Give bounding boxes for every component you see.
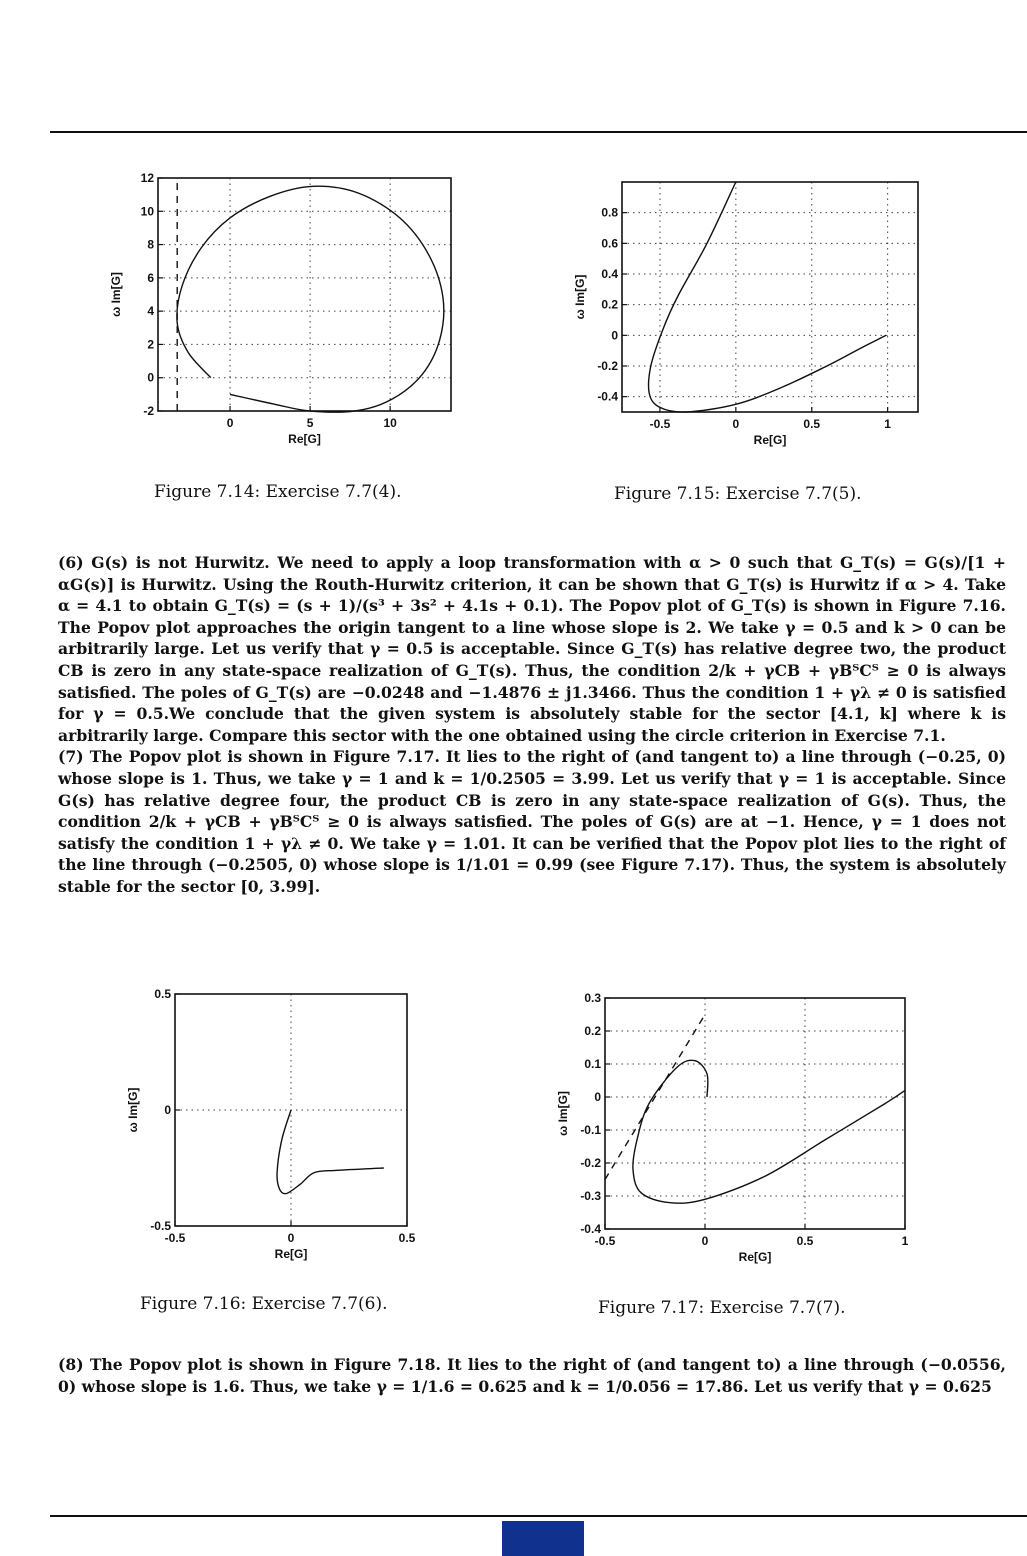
y-tick-label: 0.8 xyxy=(601,205,618,220)
y-tick-label: 0 xyxy=(594,1090,601,1104)
x-axis-label: Re[G] xyxy=(753,433,787,447)
y-tick-label: 0.3 xyxy=(584,991,601,1005)
y-tick-label: 0.6 xyxy=(601,236,618,251)
y-tick-label: 0.5 xyxy=(154,987,171,1001)
y-axis-label: ω Im[G] xyxy=(126,1087,140,1133)
figure-7-16-caption: Figure 7.16: Exercise 7.7(6). xyxy=(140,1294,388,1314)
page-number-tab xyxy=(502,1521,584,1556)
x-tick-label: 0.5 xyxy=(796,1234,814,1248)
x-tick-label: 0 xyxy=(732,417,740,431)
figure-7-17-chart xyxy=(540,990,930,1280)
y-tick-label: -2 xyxy=(143,404,154,418)
x-tick-label: 0 xyxy=(701,1234,709,1248)
header-rule xyxy=(50,131,1027,133)
paragraph-exercise-6: (6) G(s) is not Hurwitz. We need to apply a loop transformation with α > 0 such that G_T(s) = G(s)/[1 + αG(s)] is Hurwitz. Using the Routh-Hurwitz criterion, it can be shown that G_T(s) is Hurwitz if α > 4. Take α = 4.1 to obtain G_T(s) = (s + 1)/(s³ + 3s² + 4.1s + 0.1). The Popov plot of G_T(s) is shown in Figure 7.16. The Popov plot approaches the origin tangent to a line whose slope is 2. We take γ = 0.5 and k > 0 can be arbitrarily large. Let us verify that γ = 0.5 is acceptable. Since G_T(s) has relative degree two, the product CB is zero in any state-space realization of G_T(s). Thus, the condition 2/k + γCB + γBᵀCᵀ ≥ 0 is always satisfied. The poles of G_T(s) are −0.0248 and −1.4876 ± j1.3466. Thus the condition 1 + γλ ≠ 0 is satisfied for γ = 0.5.We conclude that the given system is absolutely stable for the sector [4.1, k] where k is arbitrarily large. Compare this sector with the one obtained using the circle criterion in Exercise 7.1. xyxy=(58,553,1006,745)
x-tick-label: 5 xyxy=(306,416,314,430)
y-axis-label: ω Im[G] xyxy=(556,1091,570,1136)
y-tick-label: 0 xyxy=(164,1103,171,1117)
y-tick-label: -0.2 xyxy=(597,359,618,373)
x-tick-label: -0.5 xyxy=(649,417,671,431)
y-tick-label: 0 xyxy=(611,328,618,343)
x-tick-label: 0.5 xyxy=(398,1231,416,1245)
y-tick-label: 4 xyxy=(147,304,154,319)
y-tick-label: -0.3 xyxy=(580,1189,601,1203)
plot-frame xyxy=(622,182,918,412)
plot-frame xyxy=(158,178,451,411)
x-tick-label: 0 xyxy=(287,1231,295,1245)
x-tick-label: -0.5 xyxy=(164,1231,186,1245)
figure-7-15-caption: Figure 7.15: Exercise 7.7(5). xyxy=(614,484,862,504)
y-axis-label: ω Im[G] xyxy=(573,274,587,320)
figure-7-14-caption: Figure 7.14: Exercise 7.7(4). xyxy=(154,482,402,502)
y-tick-label: 6 xyxy=(147,270,154,285)
popov-plot-series xyxy=(633,1060,905,1203)
y-tick-label: 0.1 xyxy=(584,1057,601,1071)
x-tick-label: -0.5 xyxy=(594,1234,616,1248)
y-tick-label: -0.4 xyxy=(580,1222,601,1236)
y-axis-label: ω Im[G] xyxy=(109,272,123,317)
x-tick-label: 1 xyxy=(901,1234,909,1248)
y-tick-label: 12 xyxy=(140,171,154,185)
figure-7-17-caption: Figure 7.17: Exercise 7.7(7). xyxy=(598,1298,846,1318)
y-tick-label: 2 xyxy=(147,337,154,352)
figure-7-16-chart xyxy=(100,985,430,1285)
x-tick-label: 10 xyxy=(383,416,397,430)
y-tick-label: 0 xyxy=(147,370,154,385)
y-tick-label: 10 xyxy=(140,204,154,219)
paragraph-exercise-8: (8) The Popov plot is shown in Figure 7.18. It lies to the right of (and tangent to) a line through (−0.0556, 0) whose slope is 1.6. Thus, we take γ = 1/1.6 = 0.625 and k = 1/0.056 = 17.86. Let us verify that γ = 0.625 xyxy=(58,1355,1006,1396)
y-tick-label: -0.1 xyxy=(580,1123,601,1137)
popov-plot-series xyxy=(277,1110,384,1194)
figure-7-15-chart xyxy=(555,176,935,458)
y-tick-label: 8 xyxy=(147,237,154,252)
x-axis-label: Re[G] xyxy=(288,432,321,446)
plot-frame xyxy=(605,998,905,1229)
y-tick-label: -0.5 xyxy=(150,1219,171,1233)
paragraph-exercise-7: (7) The Popov plot is shown in Figure 7.17. It lies to the right of (and tangent to) a line through (−0.25, 0) whose slope is 1. Thus, we take γ = 1 and k = 1/0.2505 = 3.99. Let us verify that γ = 1 is acceptable. Since G(s) has relative degree four, the product CB is zero in any state-space realization of G(s). Thus, the condition 2/k + γCB + γBᵀCᵀ ≥ 0 is always satisfied. The poles of G(s) are at −1. Hence, γ = 1 does not satisfy the condition 1 + γλ ≠ 0. We take γ = 1.01. It can be verified that the Popov plot lies to the right of the line through (−0.2505, 0) whose slope is 1/1.01 = 0.99 (see Figure 7.17). Thus, the system is absolutely stable for the sector [0, 3.99]. xyxy=(58,747,1006,896)
x-tick-label: 1 xyxy=(884,417,891,431)
footer-rule xyxy=(50,1515,1027,1517)
x-tick-label: 0.5 xyxy=(803,417,821,431)
y-tick-label: 0.2 xyxy=(584,1024,601,1038)
y-tick-label: 0.4 xyxy=(601,267,618,281)
x-axis-label: Re[G] xyxy=(738,1250,772,1264)
x-tick-label: 0 xyxy=(226,416,234,430)
y-tick-label: -0.4 xyxy=(597,389,618,404)
y-tick-label: 0.2 xyxy=(601,297,618,312)
figure-7-14 xyxy=(100,170,470,460)
figure-7-17 xyxy=(540,990,930,1280)
figure-7-16 xyxy=(100,985,430,1285)
figure-7-14-chart xyxy=(100,170,470,460)
exercise-text-8 xyxy=(58,1354,1006,1397)
popov-line-series xyxy=(605,1015,705,1180)
figure-7-15 xyxy=(555,176,935,458)
y-tick-label: -0.2 xyxy=(580,1156,601,1170)
exercise-text-6-7 xyxy=(58,552,1006,898)
x-axis-label: Re[G] xyxy=(274,1247,308,1261)
popov-plot-series xyxy=(649,182,887,412)
